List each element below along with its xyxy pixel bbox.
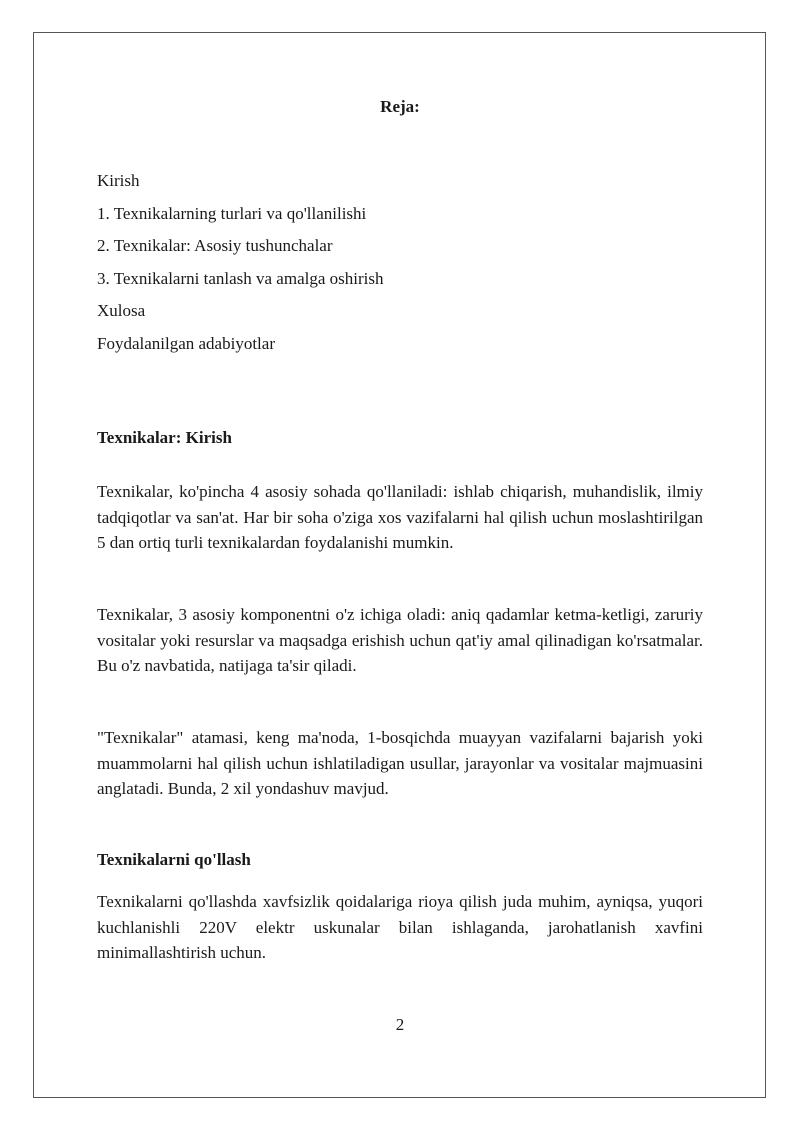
section-heading-introduction: Texnikalar: Kirish <box>97 428 232 447</box>
page-number: 2 <box>395 1015 405 1034</box>
toc-item: 2. Texnikalar: Asosiy tushunchalar <box>97 236 333 255</box>
paragraph: Texnikalar, ko'pincha 4 asosiy sohada qo'llaniladi: ishlab chiqarish, muhandislik, ilmiy tadqiqotlar va san'at. Har bir soha o'ziga xos vazifalarni hal qilish uchun moslashtirilgan 5 dan ortiq turli texnikalardan foydalanishi mumkin. <box>97 482 703 552</box>
paragraph: Texnikalarni qo'llashda xavfsizlik qoidalariga rioya qilish juda muhim, ayniqsa, yuqori kuchlanishli 220V elektr uskunalar bilan ishlaganda, jarohatlanish xavfini minimallashtirish uchun. <box>97 892 703 962</box>
section-heading-application: Texnikalarni qo'llash <box>97 850 251 869</box>
toc-item: 1. Texnikalarning turlari va qo'llanilishi <box>97 203 367 223</box>
toc-item: Xulosa <box>97 301 146 320</box>
toc-item: Foydalanilgan adabiyotlar <box>97 333 275 353</box>
toc-item: 3. Texnikalarni tanlash va amalga oshirish <box>97 268 384 288</box>
table-of-contents <box>97 170 383 365</box>
plan-title: Reja: <box>380 97 420 116</box>
paragraph: Texnikalar, 3 asosiy komponentni o'z ichiga oladi: aniq qadamlar ketma-ketligi, zaruriy vositalar yoki resurslar va maqsadga erishish uchun qat'iy amal qilinadigan ko'rsatmalar. Bu o'z navbatida, natijaga ta'sir qiladi. <box>97 605 703 675</box>
toc-item: Kirish <box>97 171 140 190</box>
paragraph: "Texnikalar" atamasi, keng ma'noda, 1-bosqichda muayyan vazifalarni bajarish yoki muammolarni hal qilish uchun ishlatiladigan usullar, jarayonlar va vositalar majmuasini anglatadi. Bunda, 2 xil yondashuv mavjud. <box>97 728 703 798</box>
